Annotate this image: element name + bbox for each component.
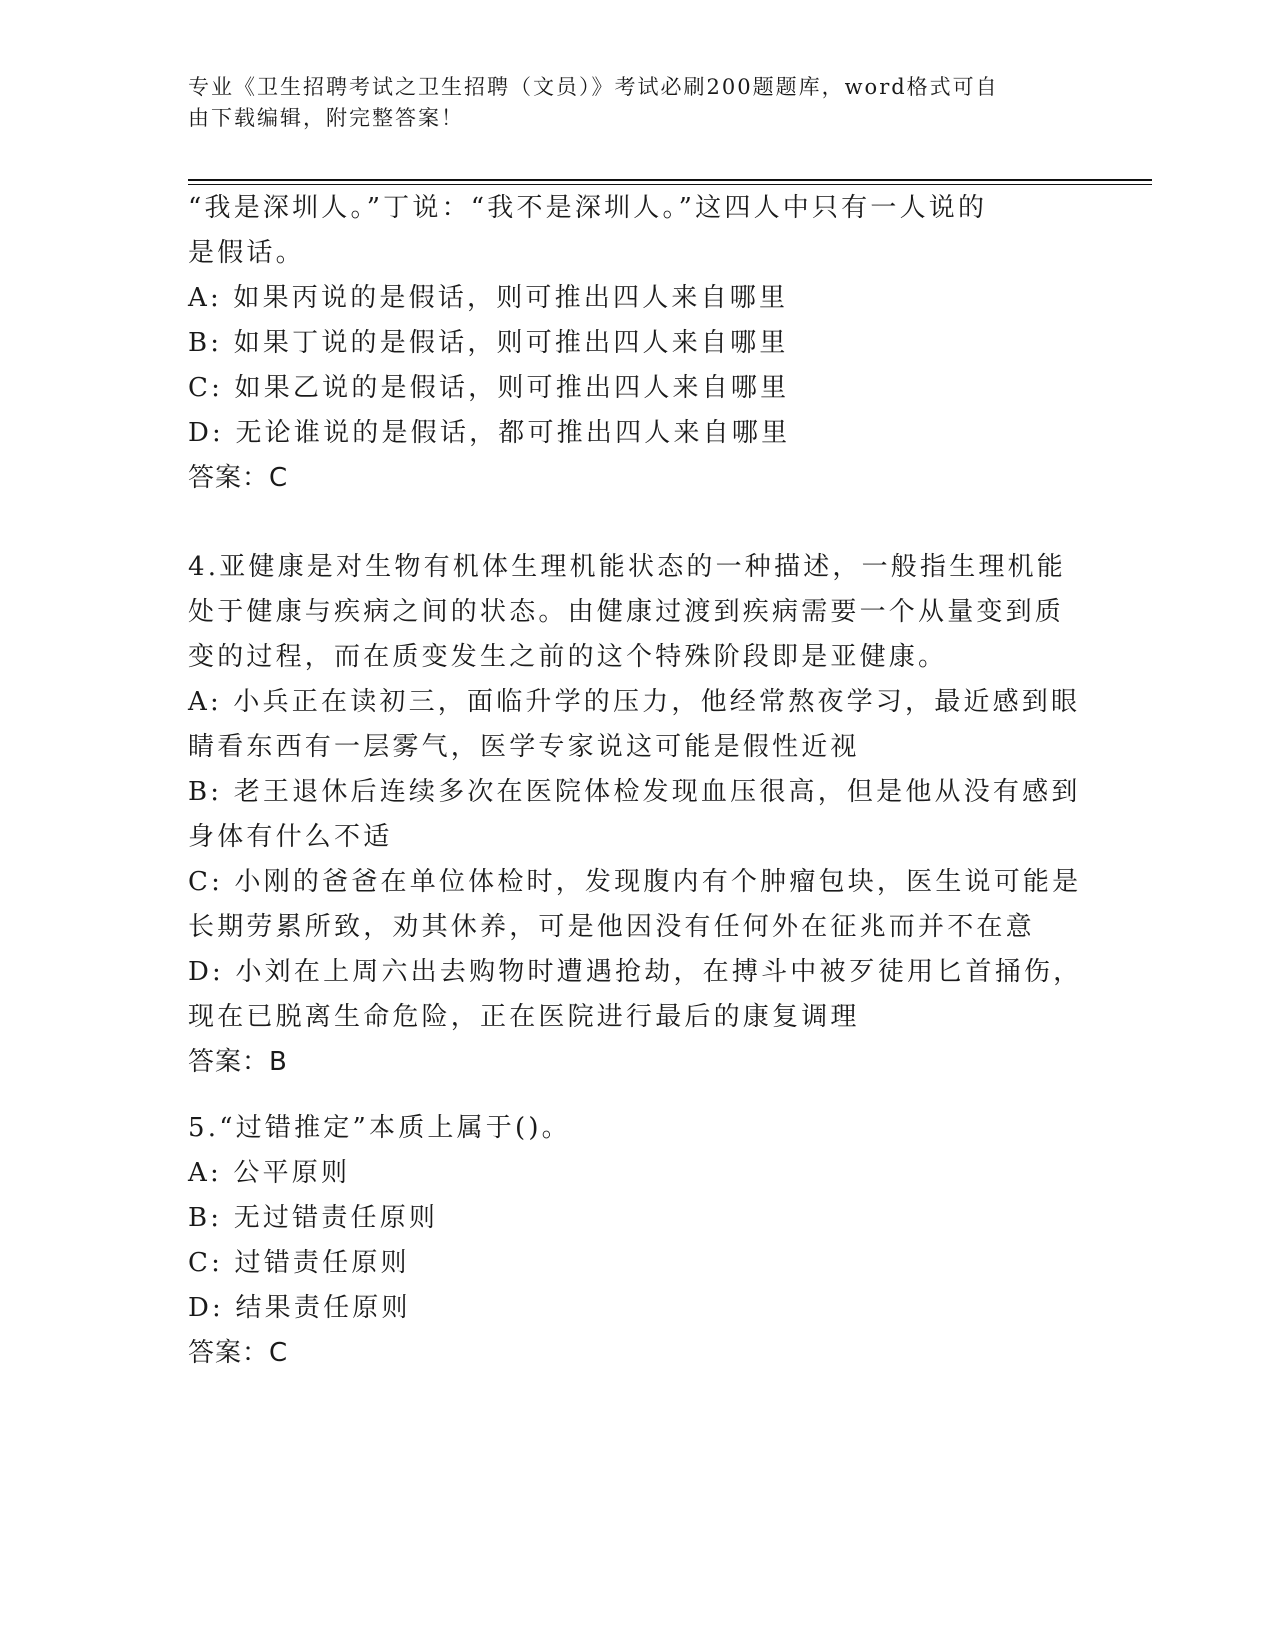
option-a-continuation: 睛看东西有一层雾气，医学专家说这可能是假性近视	[188, 732, 860, 762]
question-4-block	[188, 545, 1088, 1085]
option-d: D: 小刘在上周六出去购物时遭遇抢劫，在搏斗中被歹徒用匕首捅伤，	[188, 957, 1083, 987]
option-b: B: 如果丁说的是假话，则可推出四人来自哪里	[188, 328, 789, 358]
question-5-block	[188, 1106, 1088, 1376]
header-rule-thin	[188, 184, 1152, 185]
answer-line: 答案：B	[188, 1047, 288, 1077]
answer-line: 答案：C	[188, 463, 289, 493]
option-c-continuation: 长期劳累所致，劝其休养，可是他因没有任何外在征兆而并不在意	[188, 912, 1035, 942]
header-line-2: 由下载编辑，附完整答案！	[188, 106, 464, 130]
question-stem-line: “我是深圳人。”丁说：“我不是深圳人。”这四人中只有一人说的	[188, 193, 988, 223]
answer-line: 答案：C	[188, 1338, 289, 1368]
option-d-continuation: 现在已脱离生命危险，正在医院进行最后的康复调理	[188, 1002, 860, 1032]
question-stem-line: 处于健康与疾病之间的状态。由健康过渡到疾病需要一个从量变到质	[188, 597, 1065, 627]
option-b: B: 无过错责任原则	[188, 1203, 439, 1233]
question-stem-line: 5.“过错推定”本质上属于()。	[188, 1113, 571, 1143]
question-stem-line: 4.亚健康是对生物有机体生理机能状态的一种描述，一般指生理机能	[188, 552, 1067, 582]
option-d: D: 无论谁说的是假话，都可推出四人来自哪里	[188, 418, 791, 448]
option-c: C: 如果乙说的是假话，则可推出四人来自哪里	[188, 373, 790, 403]
option-c: C: 过错责任原则	[188, 1248, 410, 1278]
header-line-1: 专业《卫生招聘考试之卫生招聘（文员）》考试必刷200题题库，word格式可自	[188, 75, 999, 99]
option-d: D: 结果责任原则	[188, 1293, 411, 1323]
header-rule-thick	[188, 179, 1152, 181]
option-a: A: 公平原则	[188, 1158, 351, 1188]
question-3-block	[188, 186, 1088, 501]
option-a: A: 小兵正在读初三，面临升学的压力，他经常熬夜学习，最近感到眼	[188, 687, 1081, 717]
option-c: C: 小刚的爸爸在单位体检时，发现腹内有个肿瘤包块，医生说可能是	[188, 867, 1082, 897]
option-b-continuation: 身体有什么不适	[188, 822, 393, 852]
option-b: B: 老王退休后连续多次在医院体检发现血压很高，但是他从没有感到	[188, 777, 1081, 807]
option-a: A: 如果丙说的是假话，则可推出四人来自哪里	[188, 283, 789, 313]
question-stem-line: 是假话。	[188, 238, 305, 268]
document-header	[188, 72, 1068, 134]
question-stem-line: 变的过程，而在质变发生之前的这个特殊阶段即是亚健康。	[188, 642, 948, 672]
